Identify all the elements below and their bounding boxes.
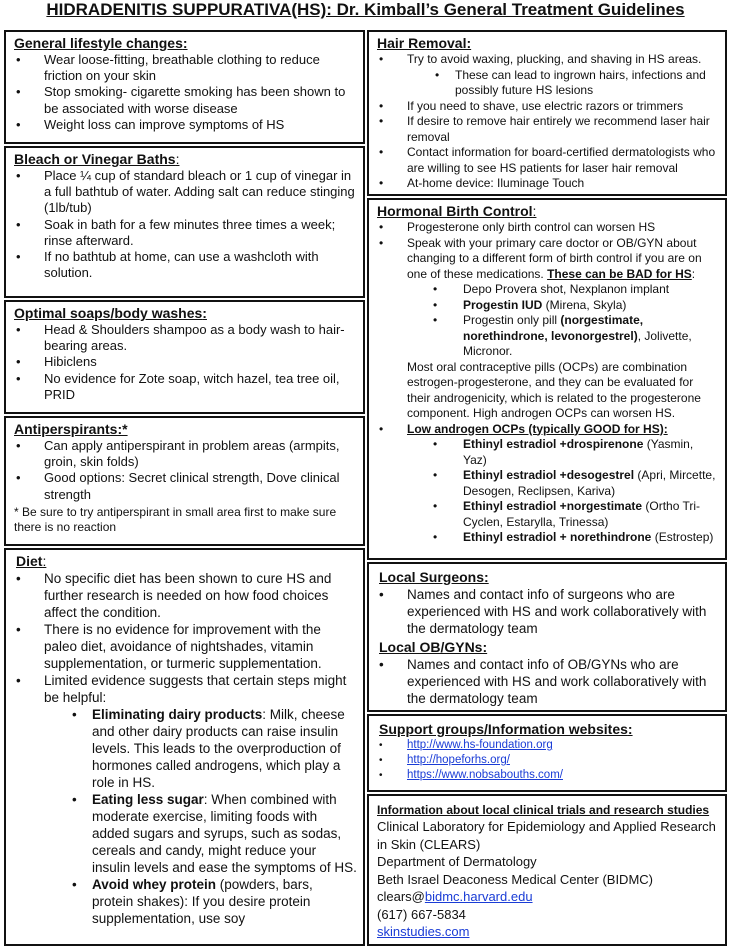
list-item: • Eating less sugar: When combined with moderate exercise, limiting foods with added sugars and syrups, such as sodas, cereals and candy, might reduce your insulin levels and ease the symptoms of HS.: [14, 791, 357, 876]
list-item: • At-home device: Iluminage Touch: [377, 176, 719, 192]
hair-sublist: [377, 68, 719, 99]
diet-list: [14, 570, 357, 706]
nobsabouths-link[interactable]: https://www.nobsabouths.com/: [407, 769, 563, 781]
good-ocp-list: [377, 437, 719, 546]
clinical-lab-name: Clinical Laboratory for Epidemiology and Applied Research in Skin (CLEARS): [377, 819, 716, 852]
page-title: HIDRADENITIS SUPPURATIVA(HS): Dr. Kimball’s General Treatment Guidelines: [46, 0, 685, 19]
email-link[interactable]: bidmc.harvard.edu: [424, 889, 533, 904]
low-androgen-heading-list: [377, 422, 719, 438]
support-section: [367, 714, 727, 792]
list-item: • Ethinyl estradiol +norgestimate (Ortho Tri-Cyclen, Estarylla, Trinessa): [377, 499, 719, 530]
list-item: • Progestin IUD (Mirena, Skyla): [377, 298, 719, 314]
list-item: • Ethinyl estradiol +drospirenone (Yasmin, Yaz): [377, 437, 719, 468]
list-item: • Names and contact info of OB/GYNs who are experienced with HS and work collaboratively with the dermatology team: [377, 656, 719, 707]
list-item: • Hibiclens: [14, 354, 357, 370]
list-item: • Wear loose-fitting, breathable clothing to reduce friction on your skin: [14, 52, 357, 84]
lifestyle-list: [14, 52, 357, 133]
list-item: • Weight loss can improve symptoms of HS: [14, 117, 357, 133]
low-androgen-heading: • Low androgen OCPs (typically GOOD for HS):: [377, 422, 719, 438]
soaps-heading: Optimal soaps/body washes:: [14, 305, 207, 321]
list-item: • Stop smoking- cigarette smoking has been shown to be associated with worse disease: [14, 84, 357, 116]
hopeforhs-link[interactable]: http://hopeforhs.org/: [407, 754, 510, 766]
list-item: • No evidence for Zote soap, witch hazel, tea tree oil, PRID: [14, 371, 357, 403]
list-item: • Speak with your primary care doctor or OB/GYN about changing to a different form of birth control if you are on one of these medications. These can be BAD for HS:: [377, 236, 719, 283]
birth-list: [377, 220, 719, 282]
obgyn-list: [377, 656, 719, 707]
lifestyle-heading: General lifestyle changes:: [14, 35, 188, 51]
surgeons-heading: Local Surgeons:: [379, 569, 489, 585]
list-item: • Progestin only pill (norgestimate, norethindrone, levonorgestrel), Jolivette, Micronor.: [377, 313, 719, 360]
list-item: • If no bathtub at home, can use a washcloth with solution.: [14, 249, 357, 281]
hair-removal-section: [367, 30, 727, 196]
hair-list: [377, 52, 719, 68]
list-item: • Soak in bath for a few minutes three times a week; rinse afterward.: [14, 217, 357, 249]
list-item: • These can lead to ingrown hairs, infections and possibly future HS lesions: [377, 68, 719, 99]
diet-heading: Diet:: [16, 553, 47, 569]
clinical-phone: (617) 667-5834: [377, 906, 466, 922]
list-item: • Ethinyl estradiol +desogestrel (Apri, Mircette, Desogen, Reclipsen, Kariva): [377, 468, 719, 499]
antiperspirant-note: * Be sure to try antiperspirant in small area first to make sure there is no reaction: [14, 504, 337, 534]
list-item: • Place ¼ cup of standard bleach or 1 cup of vinegar in a full bathtub of water. Adding salt can reduce stinging (1lb/tub): [14, 168, 357, 217]
list-item: • If you need to shave, use electric razors or trimmers: [377, 99, 719, 115]
diet-sublist: [14, 706, 357, 927]
list-item: • Can apply antiperspirant in problem areas (armpits, groin, skin folds): [14, 438, 357, 470]
clinical-department: Department of Dermatology: [377, 854, 537, 869]
list-item: • Contact information for board-certified dermatologists who are willing to see HS patients for laser hair removal: [377, 145, 719, 176]
list-item: • If desire to remove hair entirely we recommend laser hair removal: [377, 114, 719, 145]
support-heading: Support groups/Information websites:: [379, 721, 633, 737]
list-item: • No specific diet has been shown to cure HS and further research is needed on how food choices affect the condition.: [14, 570, 357, 621]
obgyn-heading: Local OB/GYNs:: [379, 639, 488, 655]
surgeons-list: [377, 586, 719, 637]
antiperspirants-heading: Antiperspirants:*: [14, 421, 128, 437]
list-item: • Try to avoid waxing, plucking, and shaving in HS areas.: [377, 52, 719, 68]
lifestyle-section: [4, 30, 365, 144]
skinstudies-link[interactable]: skinstudies.com: [377, 924, 470, 939]
list-item: • Avoid whey protein (powders, bars, protein shakes): If you desire protein supplementation, use soy: [14, 876, 357, 927]
antiperspirants-section: [4, 416, 365, 546]
bleach-section: [4, 146, 365, 298]
surgeons-obgyn-section: [367, 562, 727, 712]
soaps-list: [14, 322, 357, 403]
birth-heading: Hormonal Birth Control:: [377, 203, 537, 219]
list-item: • Depo Provera shot, Nexplanon implant: [377, 282, 719, 298]
list-item: • Eliminating dairy products: Milk, cheese and other dairy products can raise insulin levels. This leads to the overproduction of hormones called androgens, which play a role in HS.: [14, 706, 357, 791]
bleach-heading: Bleach or Vinegar Baths:: [14, 151, 180, 167]
list-item: • Head & Shoulders shampoo as a body wash to hair-bearing areas.: [14, 322, 357, 354]
bleach-list: [14, 168, 357, 281]
list-item: • Limited evidence suggests that certain steps might be helpful:: [14, 672, 357, 706]
hair-list-rest: [377, 99, 719, 192]
list-item: • Good options: Secret clinical strength, Dove clinical strength: [14, 470, 357, 502]
antiperspirants-list: [14, 438, 357, 503]
clinical-hospital: Beth Israel Deaconess Medical Center (BIDMC): [377, 871, 653, 887]
soaps-section: [4, 300, 365, 414]
support-links: [377, 738, 719, 783]
list-item: [377, 768, 719, 783]
list-item: • Names and contact info of surgeons who are experienced with HS and work collaboratively with the dermatology team: [377, 586, 719, 637]
clinical-email: clears@bidmc.harvard.edu: [377, 889, 533, 904]
clinical-trials-section: [367, 794, 727, 946]
list-item: • There is no evidence for improvement with the paleo diet, avoidance of nightshades, vitamin supplementation, or turmeric supplementation.: [14, 621, 357, 672]
diet-section: [4, 548, 365, 946]
list-item: [377, 753, 719, 768]
hs-foundation-link[interactable]: http://www.hs-foundation.org: [407, 739, 553, 751]
birth-control-section: [367, 198, 727, 560]
list-item: [377, 738, 719, 753]
hair-heading: Hair Removal:: [377, 35, 472, 51]
list-item: • Progesterone only birth control can worsen HS: [377, 220, 719, 236]
clinical-heading: Information about local clinical trials and research studies: [377, 803, 710, 817]
bad-ocp-list: [377, 282, 719, 360]
ocp-paragraph: Most oral contraceptive pills (OCPs) are combination estrogen-progesterone, and they can be evaluated for their androgenicity, which is related to the progesterone component. High androgen OCPs can worsen HS.: [407, 359, 701, 420]
list-item: • Ethinyl estradiol + norethindrone (Estrostep): [377, 530, 719, 546]
